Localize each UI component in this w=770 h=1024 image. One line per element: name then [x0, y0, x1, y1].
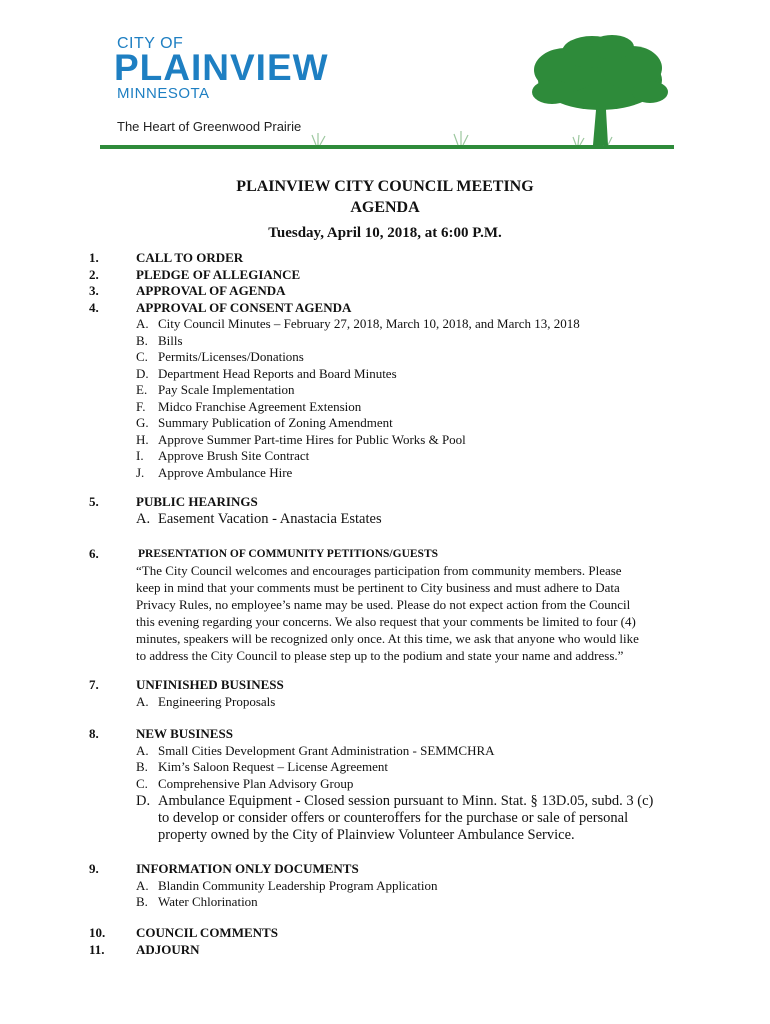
agenda-title: AGENDA [350, 199, 420, 216]
sub-item-text: Water Chlorination [158, 894, 258, 909]
ground-line [100, 145, 674, 149]
item-title: CALL TO ORDER [136, 250, 244, 265]
petition-paragraph [136, 562, 676, 664]
sub-item-text: Midco Franchise Agreement Extension [158, 398, 362, 414]
sub-item-letter: B. [136, 894, 148, 909]
sub-item-text: Approve Ambulance Hire [158, 464, 293, 480]
sub-item-letter: A. [136, 316, 149, 331]
logo-state: MINNESOTA [117, 85, 210, 102]
tree-canopy [532, 35, 668, 110]
paragraph-line: Privacy Rules, no employee’s name may be used. Please do not expect action from the Council [136, 597, 631, 612]
tree-logo-icon [0, 0, 770, 160]
grass-icon [312, 131, 612, 145]
sub-item-letter: D. [136, 365, 149, 381]
sub-item-letter: A. [136, 511, 151, 527]
sub-item-letter: A. [136, 742, 149, 758]
sub-item-text: Pay Scale Implementation [158, 382, 295, 397]
sub-item-text: property owned by the City of Plainview Volunteer Ambulance Service. [158, 827, 575, 843]
paragraph-line: “The City Council welcomes and encourages participation from community members. Please [136, 563, 622, 578]
item-title: UNFINISHED BUSINESS [136, 677, 284, 692]
item-title: COUNCIL COMMENTS [136, 925, 278, 940]
sub-item-text: Approve Brush Site Contract [158, 448, 310, 463]
paragraph-line: this evening regarding your concerns. We also request that your comments be limited to four (4) [136, 614, 636, 629]
sub-item-letter: D. [136, 793, 151, 809]
sub-item-letter: C. [136, 775, 148, 791]
paragraph-line: to address the City Council to please step up to the podium and state your name and address.” [136, 648, 624, 663]
sub-item-text: Department Head Reports and Board Minutes [158, 365, 397, 381]
sub-item-letter: H. [136, 431, 149, 447]
sub-item-letter: B. [136, 759, 148, 774]
sub-item-text: Kim’s Saloon Request – License Agreement [158, 759, 388, 774]
sub-item-letter: F. [136, 398, 146, 414]
item-title: PRESENTATION OF COMMUNITY PETITIONS/GUESTS [138, 548, 439, 560]
sub-item-text: Ambulance Equipment - Closed session pursuant to Minn. Stat. § 13D.05, subd. 3 (c) [158, 793, 654, 809]
sub-item-letter: A. [136, 693, 149, 709]
item-title: INFORMATION ONLY DOCUMENTS [136, 861, 359, 876]
sub-item-text: Small Cities Development Grant Administration - SEMMCHRA [158, 742, 495, 758]
item-title: NEW BUSINESS [136, 726, 233, 741]
item-number: 11. [89, 941, 105, 957]
sub-item-text: City Council Minutes – February 27, 2018, March 10, 2018, and March 13, 2018 [158, 316, 580, 331]
sub-item-text: Blandin Community Leadership Program Application [158, 877, 438, 893]
item-number: 5. [89, 494, 99, 509]
item-number: 10. [89, 925, 106, 940]
item-number: 1. [89, 250, 99, 265]
item-number: 7. [89, 677, 99, 692]
agenda-title-block [0, 176, 770, 243]
item-number: 4. [89, 299, 99, 315]
item-number: 8. [89, 726, 99, 741]
logo-city-name: PLAINVIEW [114, 47, 329, 88]
item-title: ADJOURN [136, 941, 200, 957]
sub-item-text: Approve Summer Part-time Hires for Public Works & Pool [158, 431, 466, 447]
sub-item-letter: E. [136, 382, 148, 397]
item-number: 6. [89, 546, 99, 561]
sub-item-text: Summary Publication of Zoning Amendment [158, 415, 393, 430]
sub-item-letter: J. [136, 464, 145, 480]
sub-item-letter: B. [136, 332, 148, 348]
logo-tagline: The Heart of Greenwood Prairie [117, 119, 302, 134]
paragraph-line: keep in mind that your comments must be pertinent to City business and must adhere to Data [136, 580, 620, 595]
sub-item-text: Permits/Licenses/Donations [158, 349, 304, 364]
letterhead [0, 0, 770, 160]
sub-item-letter: I. [136, 448, 144, 463]
meeting-date: Tuesday, April 10, 2018, at 6:00 P.M. [268, 225, 502, 241]
sub-item-text: Comprehensive Plan Advisory Group [158, 775, 354, 791]
sub-item-letter: A. [136, 877, 149, 893]
paragraph-line: minutes, speakers will be recognized only once. At this time, we ask that anyone who would like [136, 631, 639, 646]
sub-item-text: Engineering Proposals [158, 693, 276, 709]
sub-item-letter: G. [136, 415, 149, 430]
sub-item-text: Bills [158, 332, 183, 348]
item-number: 2. [89, 266, 99, 282]
sub-item-text: to develop or consider offers or counteroffers for the purchase or sale of personal [158, 810, 629, 826]
sub-item-letter: C. [136, 349, 148, 364]
item-title: PUBLIC HEARINGS [136, 494, 258, 509]
item-title: APPROVAL OF CONSENT AGENDA [136, 299, 352, 315]
item-number: 3. [89, 283, 99, 298]
meeting-title: PLAINVIEW CITY COUNCIL MEETING [236, 178, 534, 195]
item-number: 9. [89, 861, 99, 876]
logo-city-of: CITY OF [117, 35, 184, 52]
item-title: PLEDGE OF ALLEGIANCE [136, 266, 301, 282]
item-title: APPROVAL OF AGENDA [136, 283, 286, 298]
sub-item-text: Easement Vacation - Anastacia Estates [158, 511, 382, 527]
